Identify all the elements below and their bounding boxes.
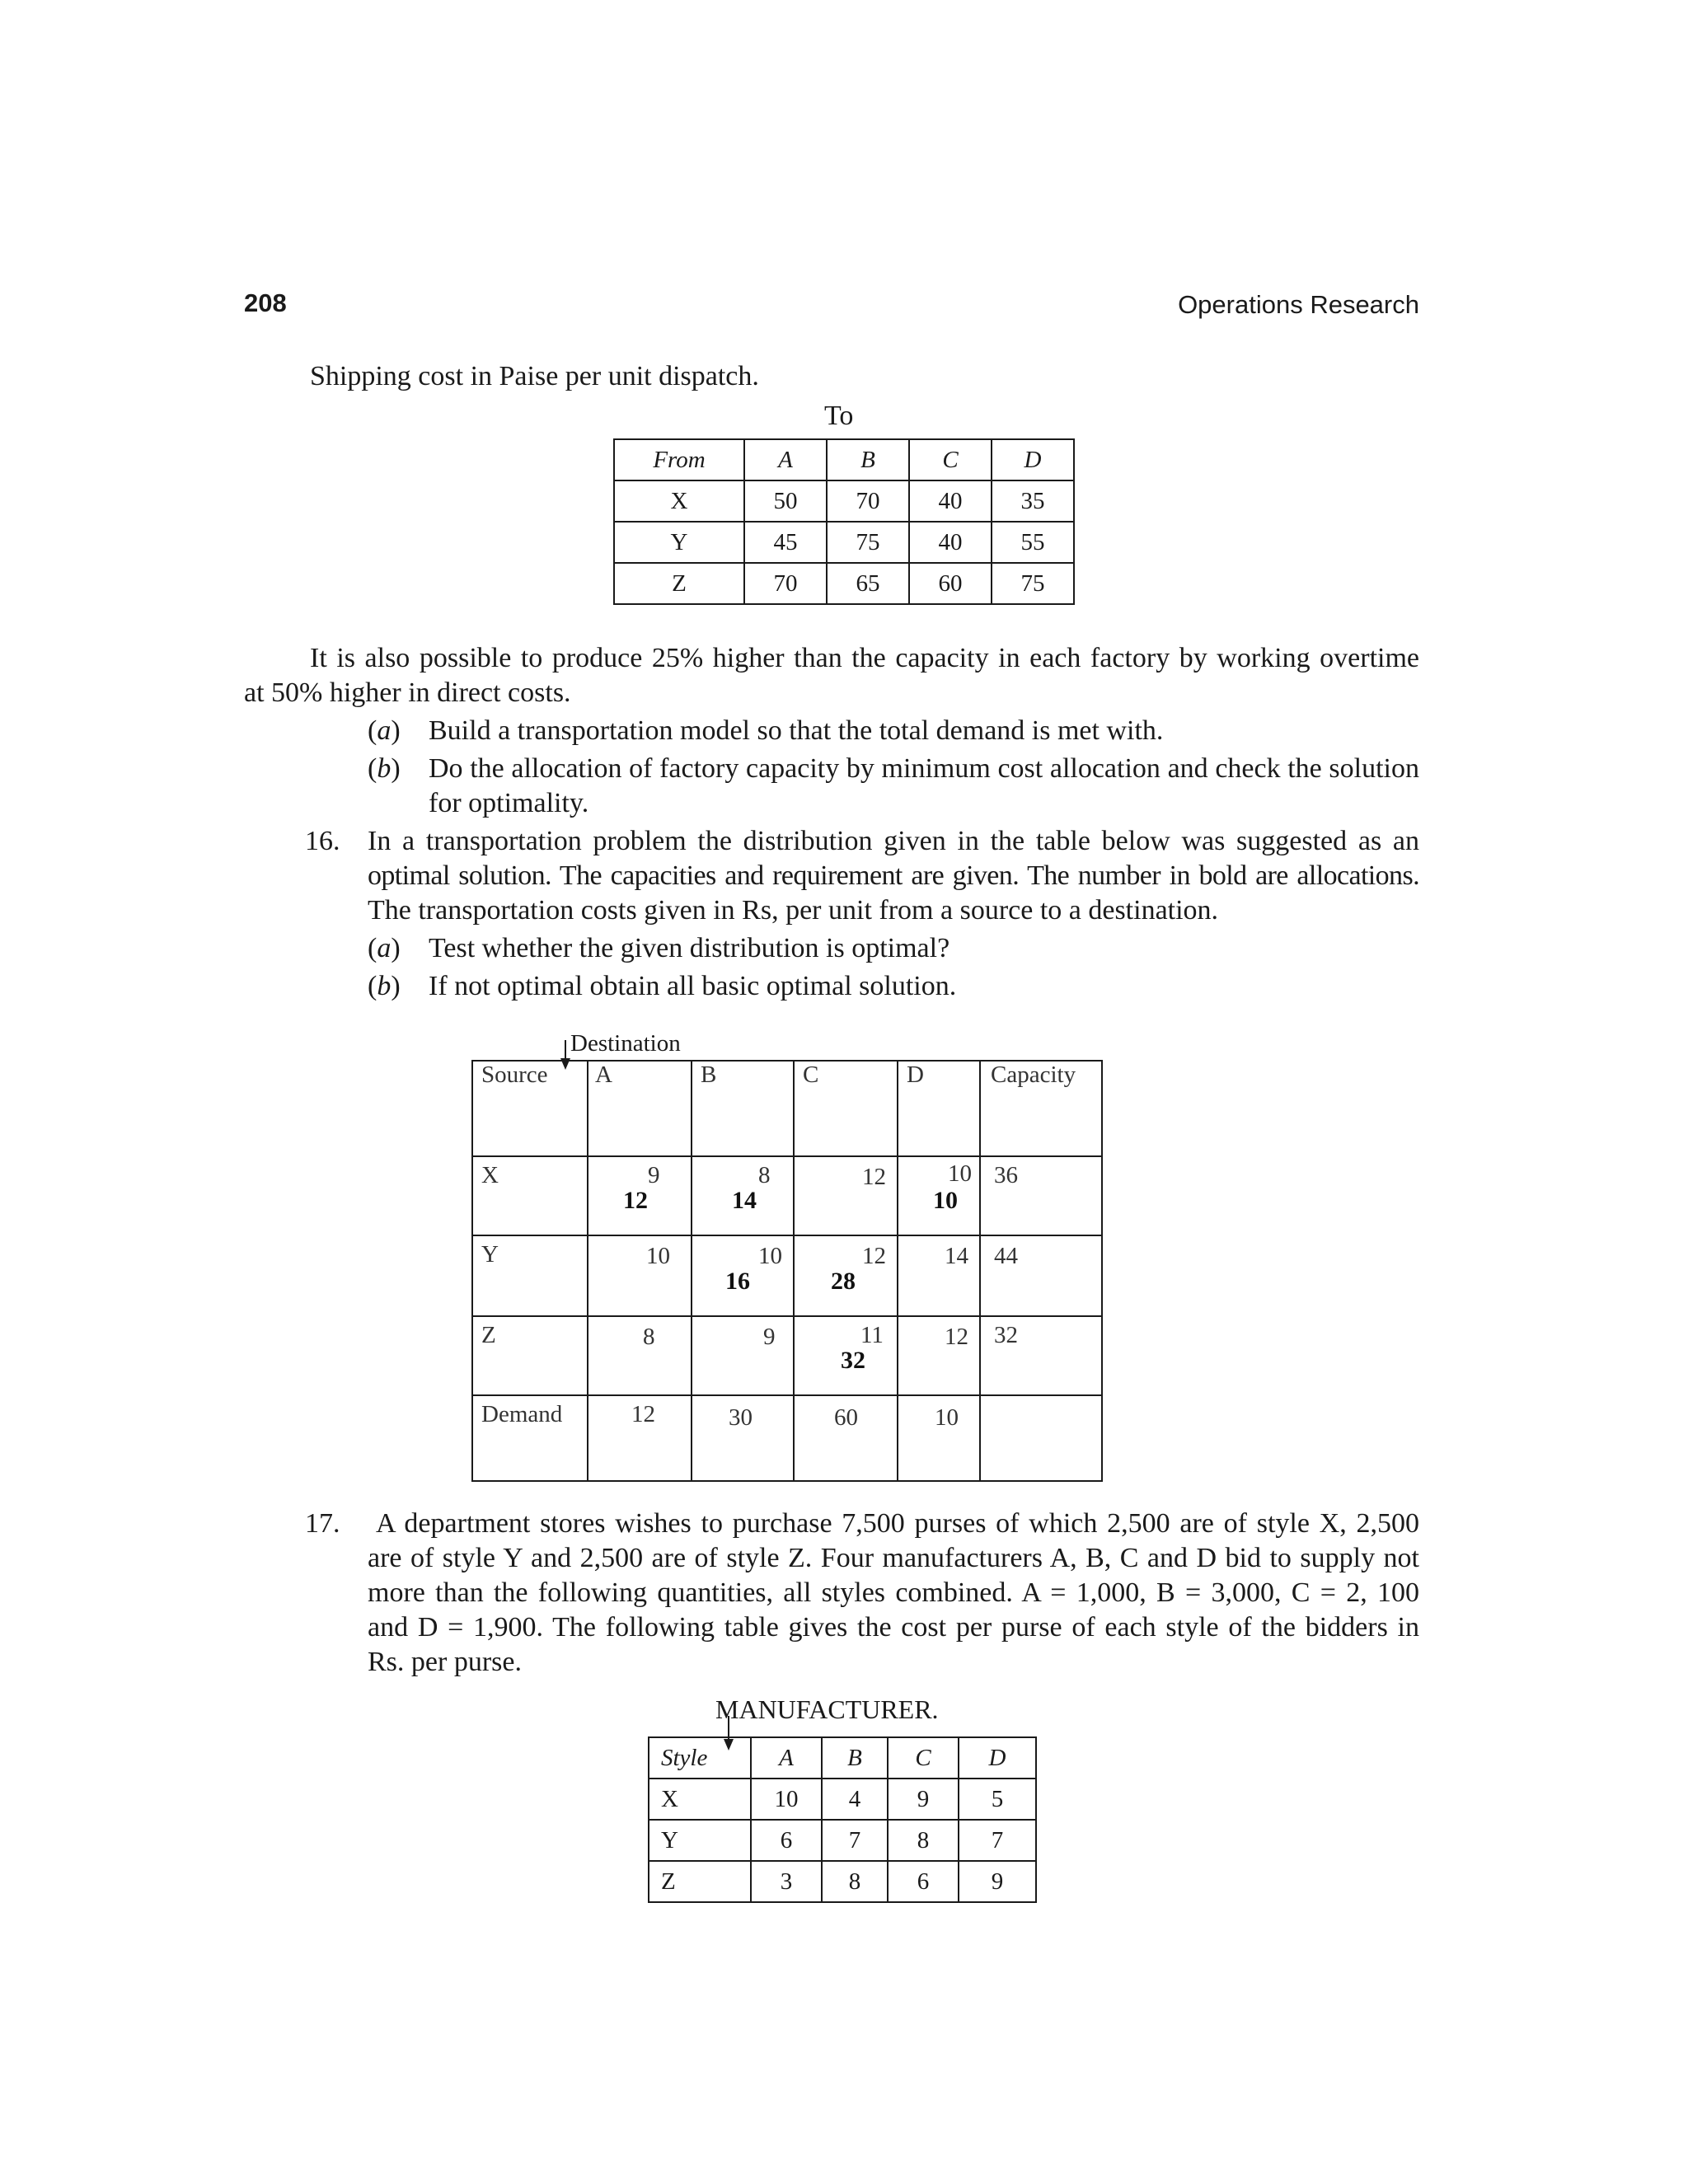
capacity-cell: 44 (994, 1243, 1018, 1269)
row-label: Z (649, 1861, 751, 1902)
q17-line1: A department stores wishes to purchase 7,500 purses of which 2,500 are of style X, 2,500 (376, 1508, 1419, 1539)
col-header: A (751, 1737, 822, 1779)
cost-cell: 8 (643, 1324, 655, 1350)
table-row (614, 522, 1074, 563)
q15-part-b-line1: Do the allocation of factory capacity by minimum cost allocation and check the solution (429, 753, 1419, 784)
q15-part-b-label: (b) (368, 753, 401, 784)
col-header: B (822, 1737, 888, 1779)
table-row (614, 439, 1074, 480)
q16-part-b-label: (b) (368, 971, 401, 1001)
allocation-cell: 32 (841, 1347, 865, 1374)
q17-line2: are of style Y and 2,500 are of style Z. Four manufacturers A, B, C and D bid to supply not (368, 1543, 1419, 1573)
table-row (649, 1861, 1036, 1902)
demand-label: Demand (481, 1401, 563, 1427)
q15-part-b-line2: for optimality. (429, 788, 589, 818)
row-label: X (481, 1162, 499, 1188)
table-cell: 10 (751, 1779, 822, 1820)
demand-cell: 12 (631, 1401, 655, 1427)
col-header: A (744, 439, 827, 480)
table-cell: 40 (909, 522, 992, 563)
from-header: From (614, 439, 744, 480)
table1-to-label: To (824, 401, 854, 431)
cost-cell: 10 (646, 1243, 670, 1269)
table-cell: 7 (822, 1820, 888, 1861)
cost-cell: 12 (862, 1243, 886, 1269)
overtime-paragraph-line2: at 50% higher in direct costs. (244, 677, 571, 708)
col-header: D (992, 439, 1074, 480)
table-cell: 3 (751, 1861, 822, 1902)
source-header: Source (481, 1062, 548, 1088)
row-label: X (649, 1779, 751, 1820)
q16-line2: optimal solution. The capacities and requirement are given. The number in bold are allocations. (368, 860, 1419, 891)
q16-number: 16. (305, 826, 340, 856)
q17-number: 17. (305, 1508, 340, 1539)
cost-cell: 11 (860, 1322, 884, 1348)
q17-line3: more than the following quantities, all styles combined. A = 1,000, B = 3,000, C = 2, 100 (368, 1577, 1419, 1608)
table-cell: 5 (959, 1779, 1036, 1820)
table-cell: 55 (992, 522, 1074, 563)
col-header: A (595, 1062, 612, 1088)
capacity-cell: 36 (994, 1162, 1018, 1188)
table-cell: 45 (744, 522, 827, 563)
allocation-cell: 14 (732, 1187, 757, 1214)
q17-line4: and D = 1,900. The following table gives the cost per purse of each style of the bidders in (368, 1612, 1419, 1643)
demand-cell: 30 (729, 1404, 753, 1431)
allocation-cell: 10 (933, 1187, 958, 1214)
table-cell: 35 (992, 480, 1074, 522)
table-cell: 6 (751, 1820, 822, 1861)
q16-part-b-text: If not optimal obtain all basic optimal solution. (429, 971, 957, 1001)
row-label: Z (481, 1322, 496, 1348)
col-header: C (888, 1737, 959, 1779)
manufacturer-title: MANUFACTURER. (715, 1694, 939, 1724)
table-cell: 4 (822, 1779, 888, 1820)
overtime-paragraph-line1: It is also possible to produce 25% higher than the capacity in each factory by working overtime (310, 643, 1419, 673)
cost-cell: 14 (945, 1243, 968, 1269)
col-header: C (909, 439, 992, 480)
q17-line5: Rs. per purse. (368, 1647, 522, 1677)
row-label: Z (614, 563, 744, 604)
cost-cell: 12 (945, 1324, 968, 1350)
style-header: Style (649, 1737, 751, 1779)
table-row (614, 480, 1074, 522)
table-cell: 50 (744, 480, 827, 522)
table-cell: 40 (909, 480, 992, 522)
cost-cell: 8 (758, 1162, 771, 1188)
table-cell: 6 (888, 1861, 959, 1902)
table-cell: 70 (827, 480, 909, 522)
table-row (649, 1820, 1036, 1861)
allocation-cell: 12 (623, 1187, 648, 1214)
table-cell: 9 (959, 1861, 1036, 1902)
col-header: D (959, 1737, 1036, 1779)
capacity-cell: 32 (994, 1322, 1018, 1348)
table-row (614, 563, 1074, 604)
page-number: 208 (244, 288, 287, 317)
demand-cell: 60 (834, 1404, 858, 1431)
q15-part-a-label: (a) (368, 715, 401, 746)
q16-line1: In a transportation problem the distribution given in the table below was suggested as an (368, 826, 1419, 856)
table-cell: 65 (827, 563, 909, 604)
row-label: X (614, 480, 744, 522)
destination-label: Destination (570, 1030, 681, 1057)
table-cell: 60 (909, 563, 992, 604)
shipping-cost-table (613, 438, 1075, 605)
table-cell: 9 (888, 1779, 959, 1820)
allocation-cell: 16 (725, 1268, 750, 1295)
table-cell: 7 (959, 1820, 1036, 1861)
manufacturer-cost-table (648, 1736, 1037, 1903)
table-cell: 70 (744, 563, 827, 604)
q15-part-a-text: Build a transportation model so that the total demand is met with. (429, 715, 1164, 746)
q16-part-a-label: (a) (368, 933, 401, 963)
cost-cell: 10 (758, 1243, 782, 1269)
row-label: Y (614, 522, 744, 563)
cost-cell: 9 (648, 1162, 660, 1188)
demand-cell: 10 (935, 1404, 959, 1431)
row-label: Y (649, 1820, 751, 1861)
table-row (649, 1737, 1036, 1779)
table-cell: 75 (992, 563, 1074, 604)
col-header: C (803, 1062, 819, 1088)
table-cell: 75 (827, 522, 909, 563)
cost-cell: 12 (862, 1164, 886, 1190)
allocation-table (471, 1060, 1103, 1482)
table1-caption: Shipping cost in Paise per unit dispatch. (310, 361, 759, 391)
table-cell: 8 (822, 1861, 888, 1902)
running-header-title: Operations Research (1178, 290, 1419, 319)
q16-line3: The transportation costs given in Rs, per unit from a source to a destination. (368, 895, 1219, 926)
cost-cell: 10 (948, 1160, 972, 1187)
col-header: B (701, 1062, 717, 1088)
col-header: D (907, 1062, 924, 1088)
q16-part-a-text: Test whether the given distribution is optimal? (429, 933, 950, 963)
row-label: Y (481, 1241, 499, 1268)
capacity-header: Capacity (991, 1062, 1076, 1088)
table-cell: 8 (888, 1820, 959, 1861)
cost-cell: 9 (763, 1324, 776, 1350)
col-header: B (827, 439, 909, 480)
allocation-cell: 28 (831, 1268, 856, 1295)
table-row (649, 1779, 1036, 1820)
